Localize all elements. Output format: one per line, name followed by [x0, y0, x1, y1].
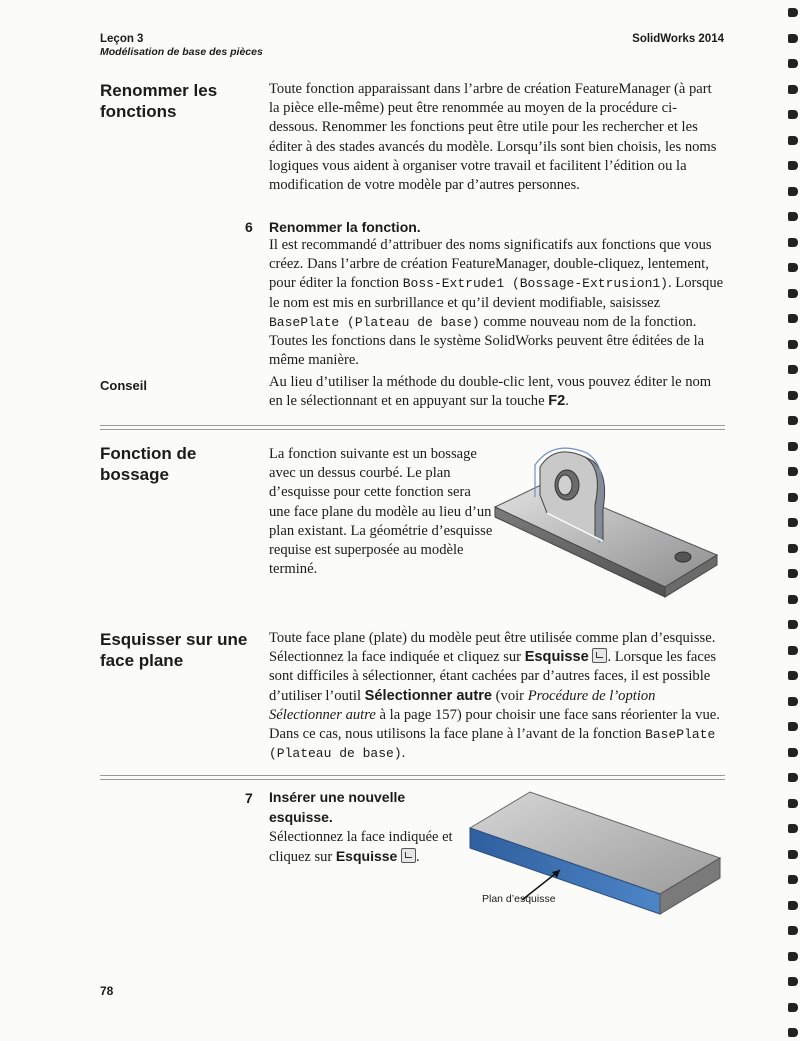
bold-esquisse-2: Esquisse [335, 848, 398, 864]
bold-esquisse: Esquisse [524, 649, 589, 666]
binding-ring [788, 518, 798, 527]
sketch-text: Toute face plane (plate) du modèle peut être utilisée comme plan d’esquisse. Sélectionnez la face indiquée et cliquez sur Esquisse . Lorsque les faces sont difficiles à sélectionner, étant cachées par d’autres faces, il est possible d’utiliser l’outil Sélectionner autre (voir Procédure de l’option Sélectionner autre à la page 157) pour choisir une face sans réorienter la vue. Dans ce cas, nous utilisons la face plane à l’avant de la fonction BasePlate (Plateau de base). [269, 630, 720, 762]
binding-ring [788, 901, 798, 910]
step-title-6: Renommer la fonction. [269, 219, 421, 235]
binding-ring [788, 136, 798, 145]
step-title-7: Insérer une nouvelle esquisse. [269, 789, 406, 825]
binding-ring [788, 263, 798, 272]
section-divider [100, 425, 725, 430]
lesson-subtitle: Modélisation de base des pièces [100, 46, 263, 58]
binding-ring [788, 722, 798, 731]
binding-ring [788, 110, 798, 119]
binding-ring [788, 212, 798, 221]
binding-ring [788, 697, 798, 706]
tip-label: Conseil [100, 378, 147, 393]
binding-ring [788, 59, 798, 68]
binding-ring [788, 748, 798, 757]
binding-ring [788, 569, 798, 578]
binding-ring [788, 875, 798, 884]
binding-ring [788, 544, 798, 553]
rename-intro: Toute fonction apparaissant dans l’arbre de création FeatureManager (à part la pièce elle-même) peut être renommée au moyen de la procédure ci-dessous. Renommer les fonctions peut être utile pour les rechercher et les éditer à des stades avancés du modèle. Lorsqu’ils sont bien choisis, les noms logiques vous aident à organiser votre travail et facilitent l’édition ou la modification de votre modèle par d’autres personnes. [269, 81, 717, 194]
page-number: 78 [100, 984, 114, 998]
binding-ring [788, 620, 798, 629]
step-6-text: Il est recommandé d’attribuer des noms significatifs aux fonctions que vous créez. Dans l’arbre de création FeatureManager, double-cliquez, lentement, pour éditer la fonction Boss-Extrude1 (Bossage-Extrusion1). Lorsque le nom est mis en surbrillance et qu’il devient modifiable, saisissez BasePlate (Plateau de base) comme nouveau nom de la fonction. Toutes les fonctions dans le système SolidWorks peuvent être éditées de la même manière. [269, 237, 724, 369]
boss-part-illustration [485, 445, 725, 605]
binding-ring [788, 314, 798, 323]
binding-ring [788, 977, 798, 986]
binding-ring [788, 1028, 798, 1037]
binding-ring [788, 926, 798, 935]
key-f2: F2 [548, 393, 566, 410]
sketch-plane-caption: Plan d’esquisse [482, 893, 556, 905]
binding-ring [788, 824, 798, 833]
binding-ring [788, 340, 798, 349]
binding-ring [788, 773, 798, 782]
binding-ring [788, 671, 798, 680]
sketch-icon-2 [401, 848, 416, 863]
binding-ring [788, 646, 798, 655]
step-number-6: 6 [245, 219, 253, 235]
binding-ring [788, 952, 798, 961]
binding-ring [788, 8, 798, 17]
binding-ring [788, 187, 798, 196]
section-title-rename: Renommer les fonctions [100, 81, 218, 121]
bold-selectionner-autre: Sélectionner autre [364, 687, 493, 704]
boss-text: La fonction suivante est un bossage avec un dessus courbé. Le plan d’esquisse pour cette fonction sera une face plane du modèle au lieu d’un plan existant. La géométrie d’esquisse requise est superposée au modèle terminé. [269, 446, 493, 578]
section-divider-2 [100, 775, 725, 780]
binding-ring [788, 467, 798, 476]
binding-ring [788, 442, 798, 451]
binding-ring [788, 595, 798, 604]
binding-ring [788, 850, 798, 859]
binding-ring [788, 365, 798, 374]
section-title-boss: Fonction de bossage [100, 444, 197, 484]
code-boss-extrude: Boss-Extrude1 (Bossage-Extrusion1) [402, 276, 668, 292]
code-baseplate-2: BasePlate (Plateau de base) [269, 727, 716, 762]
binding-ring [788, 391, 798, 400]
binding-ring [788, 34, 798, 43]
product-name: SolidWorks 2014 [632, 33, 724, 45]
sketch-icon [592, 648, 607, 663]
binding-ring [788, 493, 798, 502]
lesson-label: Leçon 3 [100, 33, 144, 45]
code-baseplate: BasePlate (Plateau de base) [269, 314, 480, 330]
binding-ring [788, 289, 798, 298]
binding-ring [788, 161, 798, 170]
binding-ring [788, 416, 798, 425]
italic-reference: Procédure de l’option Sélectionner autre [269, 687, 656, 723]
binding-ring [788, 85, 798, 94]
section-title-sketch: Esquisser sur une face plane [100, 630, 248, 670]
tip-text: Au lieu d’utiliser la méthode du double-clic lent, vous pouvez éditer le nom en le sélectionnant et en appuyant sur la touche F2. [269, 374, 712, 410]
spiral-binding [784, 0, 800, 1041]
binding-ring [788, 799, 798, 808]
step-7-block: Insérer une nouvelle esquisse. Sélectionnez la face indiquée et cliquez sur Esquisse . [269, 789, 453, 865]
binding-ring [788, 1003, 798, 1012]
binding-ring [788, 238, 798, 247]
step-number-7: 7 [245, 790, 253, 806]
